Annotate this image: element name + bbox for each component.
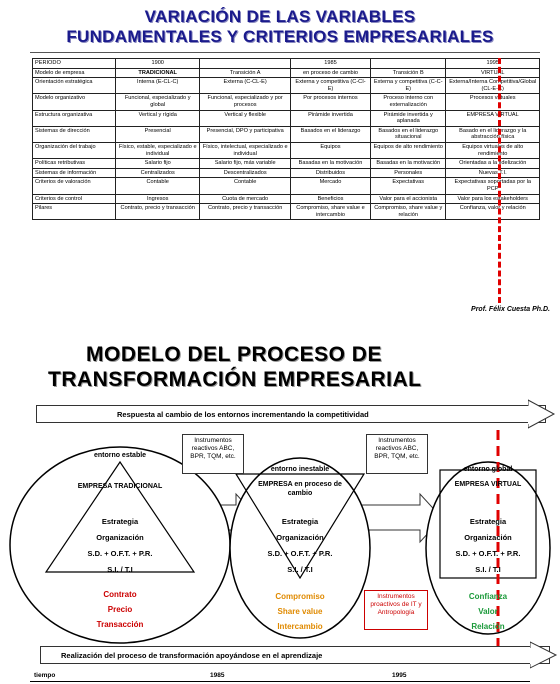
- table-cell: Basadas en la motivación: [290, 159, 370, 169]
- table-cell: Equipos: [290, 142, 370, 158]
- learning-arrow-label: Realización del proceso de transformación apoyándose en el aprendizaje: [61, 651, 323, 660]
- table-header-row: [33, 59, 540, 69]
- table-cell: Pirámide invertida: [290, 110, 370, 126]
- table-title-line1: VARIACIÓN DE LAS VARIABLES: [144, 7, 416, 26]
- row-label-cell: Criterios de valoración: [33, 178, 116, 194]
- table-cell: en proceso de cambio: [290, 68, 370, 78]
- table-cell: Transición B: [371, 68, 446, 78]
- stage3-pillar-3: Relación: [471, 622, 505, 631]
- table-cell: Basadas en la motivación: [371, 159, 446, 169]
- timeline-1985: 1985: [210, 672, 225, 679]
- reactive-instruments-box-2: Instrumentos reactivos ABC, BPR, TQM, etc.: [366, 434, 428, 474]
- table-cell: Proceso interno con externalización: [371, 94, 446, 110]
- table-row: [33, 194, 540, 204]
- table-cell: Mercado: [290, 178, 370, 194]
- table-row: [33, 78, 540, 94]
- table-cell: Ingresos: [116, 194, 200, 204]
- variables-table: [32, 58, 540, 220]
- table-cell: Pirámide invertida y aplanada: [371, 110, 446, 126]
- stage1-strategy: Estrategia: [101, 517, 139, 526]
- table-cell: Contable: [116, 178, 200, 194]
- stage3-environment: entorno global: [463, 466, 513, 473]
- table-cell: Descentralizados: [200, 168, 291, 178]
- stage2-strategy: Estrategia: [281, 517, 319, 526]
- row-label-cell: Modelo de empresa: [33, 68, 116, 78]
- table-cell: Nuevas T.I.: [446, 168, 540, 178]
- row-label-cell: Orientación estratégica: [33, 78, 116, 94]
- stage1-it: S.I. / T.I: [107, 565, 133, 574]
- stage3-company: EMPRESA VIRTUAL: [454, 481, 522, 488]
- competitiveness-arrow-label: Respuesta al cambio de los entornos incrementando la competitividad: [117, 410, 369, 419]
- row-label-cell: Sistemas de información: [33, 168, 116, 178]
- stage3-it: S.I. / T.I: [475, 565, 501, 574]
- arrow-head-icon: [530, 640, 558, 670]
- stage1-company: EMPRESA TRADICIONAL: [77, 483, 163, 490]
- row-label-cell: Políticas retributivas: [33, 159, 116, 169]
- header-cell: [371, 59, 446, 69]
- table-cell: Personales: [371, 168, 446, 178]
- stage3-organization: Organización: [464, 533, 512, 542]
- learning-arrow: [40, 646, 550, 664]
- stage2-company: EMPRESA en proceso de cambio: [258, 481, 342, 497]
- header-cell: 1985: [290, 59, 370, 69]
- model-title-line2: TRANSFORMACIÓN EMPRESARIAL: [48, 368, 422, 391]
- table-cell: Beneficios: [290, 194, 370, 204]
- table-cell: Contrato, precio y transacción: [116, 204, 200, 220]
- row-label-cell: Modelo organizativo: [33, 94, 116, 110]
- table-cell: Contable: [200, 178, 291, 194]
- title-divider: [30, 52, 540, 53]
- author-credit: Prof. Félix Cuesta Ph.D.: [471, 306, 550, 313]
- table-title-line2: FUNDAMENTALES Y CRITERIOS EMPRESARIALES: [66, 27, 494, 46]
- table-cell: Funcional, especializado y por procesos: [200, 94, 291, 110]
- table-cell: TRADICIONAL: [116, 68, 200, 78]
- table-cell: Salario fijo, más variable: [200, 159, 291, 169]
- row-label-cell: Estructura organizativa: [33, 110, 116, 126]
- arrow-head-icon: [528, 398, 556, 430]
- stage3-pillar-1: Confianza: [468, 592, 508, 601]
- table-cell: Físico, intelectual, especializado e individual: [200, 142, 291, 158]
- stage3-strategy: Estrategia: [469, 517, 507, 526]
- table-cell: Externa y competitiva (C-CI-E): [290, 78, 370, 94]
- stage2-systems: S.D. + O.F.T. + P.R.: [267, 549, 333, 558]
- header-cell: PERIODO: [33, 59, 116, 69]
- table-row: [33, 204, 540, 220]
- proactive-instruments-box: Instrumentos proactivos de IT y Antropología: [364, 590, 428, 630]
- stage1-pillar-3: Transacción: [96, 620, 144, 629]
- timeline-1995: 1995: [392, 672, 407, 679]
- table-row: [33, 68, 540, 78]
- table-cell: Presencial: [116, 126, 200, 142]
- row-label-cell: Pilares: [33, 204, 116, 220]
- table-cell: Distribuidos: [290, 168, 370, 178]
- table-cell: Compromiso, share value e intercambio: [290, 204, 370, 220]
- table-cell: Interna (E-CL-C): [116, 78, 200, 94]
- table-cell: Procesos virtuales: [446, 94, 540, 110]
- table-cell: Por procesos internos: [290, 94, 370, 110]
- stage2-environment: entorno inestable: [270, 466, 330, 473]
- table-cell: Presencial, DPO y participativa: [200, 126, 291, 142]
- table-row: [33, 159, 540, 169]
- table-cell: Basados en el liderazgo: [290, 126, 370, 142]
- table-row: [33, 110, 540, 126]
- table-cell: Externa (C-CL-E): [200, 78, 291, 94]
- table-cell: Vertical y flexible: [200, 110, 291, 126]
- stage2-organization: Organización: [276, 533, 324, 542]
- table-cell: Orientadas a la fidelización: [446, 159, 540, 169]
- timeline-axis: [30, 681, 530, 682]
- stage2-it: S.I. / T.I: [287, 565, 313, 574]
- table-cell: Salario fijo: [116, 159, 200, 169]
- table-cell: Expectativas: [371, 178, 446, 194]
- table-cell: VIRTUAL: [446, 68, 540, 78]
- table-row: [33, 178, 540, 194]
- table-cell: Cuota de mercado: [200, 194, 291, 204]
- row-label-cell: Criterios de control: [33, 194, 116, 204]
- table-row: [33, 126, 540, 142]
- model-title-line1: MODELO DEL PROCESO DE: [86, 343, 382, 366]
- table-cell: Funcional, especializado y global: [116, 94, 200, 110]
- stage1-pillar-2: Precio: [107, 605, 133, 614]
- stage2-pillar-3: Intercambio: [277, 622, 323, 631]
- stage1-systems: S.D. + O.F.T. + P.R.: [87, 549, 153, 558]
- table-cell: Transición A: [200, 68, 291, 78]
- table-row: [33, 142, 540, 158]
- table-row: [33, 94, 540, 110]
- table-cell: Físico, estable, especializado e individual: [116, 142, 200, 158]
- header-cell: 1900: [116, 59, 200, 69]
- stage2-pillar-2: Share value: [277, 607, 323, 616]
- header-cell: [200, 59, 291, 69]
- table-cell: Valor para los estakeholders: [446, 194, 540, 204]
- header-cell: 1995: [446, 59, 540, 69]
- stage2-pillar-1: Compromiso: [275, 592, 325, 601]
- table-cell: Centralizados: [116, 168, 200, 178]
- stage1-organization: Organización: [96, 533, 144, 542]
- table-cell: Vertical y rígida: [116, 110, 200, 126]
- table-cell: Expectativas soportadas por la PCP: [446, 178, 540, 194]
- table-cell: Externa/Interna Competitiva/Global (CL-E-C): [446, 78, 540, 94]
- table-cell: Contrato, precio y transacción: [200, 204, 291, 220]
- table-cell: Externa y competitiva (C-C-E): [371, 78, 446, 94]
- competitiveness-arrow: [36, 405, 546, 423]
- stage1-pillar-1: Contrato: [103, 590, 137, 599]
- table-cell: EMPRESA VIRTUAL: [446, 110, 540, 126]
- row-label-cell: Sistemas de dirección: [33, 126, 116, 142]
- table-cell: Valor para el accionista: [371, 194, 446, 204]
- stage3-pillar-2: Valor: [478, 607, 498, 616]
- table-cell: Equipos de alto rendimiento: [371, 142, 446, 158]
- reactive-instruments-box-1: Instrumentos reactivos ABC, BPR, TQM, etc.: [182, 434, 244, 474]
- table-cell: Basado en el liderazgo y la abstracción física: [446, 126, 540, 142]
- table-cell: Confianza, valor y relación: [446, 204, 540, 220]
- transition-dashed-line: [498, 58, 501, 303]
- table-row: [33, 168, 540, 178]
- table-cell: Equipos virtuales de alto rendimiento: [446, 142, 540, 158]
- table-cell: Compromiso, share value y relación: [371, 204, 446, 220]
- stage1-environment: entorno estable: [93, 452, 147, 459]
- timeline-label: tiempo: [34, 672, 56, 679]
- table-cell: Basados en el liderazgo situacional: [371, 126, 446, 142]
- stage3-systems: S.D. + O.F.T. + P.R.: [455, 549, 521, 558]
- row-label-cell: Organización del trabajo: [33, 142, 116, 158]
